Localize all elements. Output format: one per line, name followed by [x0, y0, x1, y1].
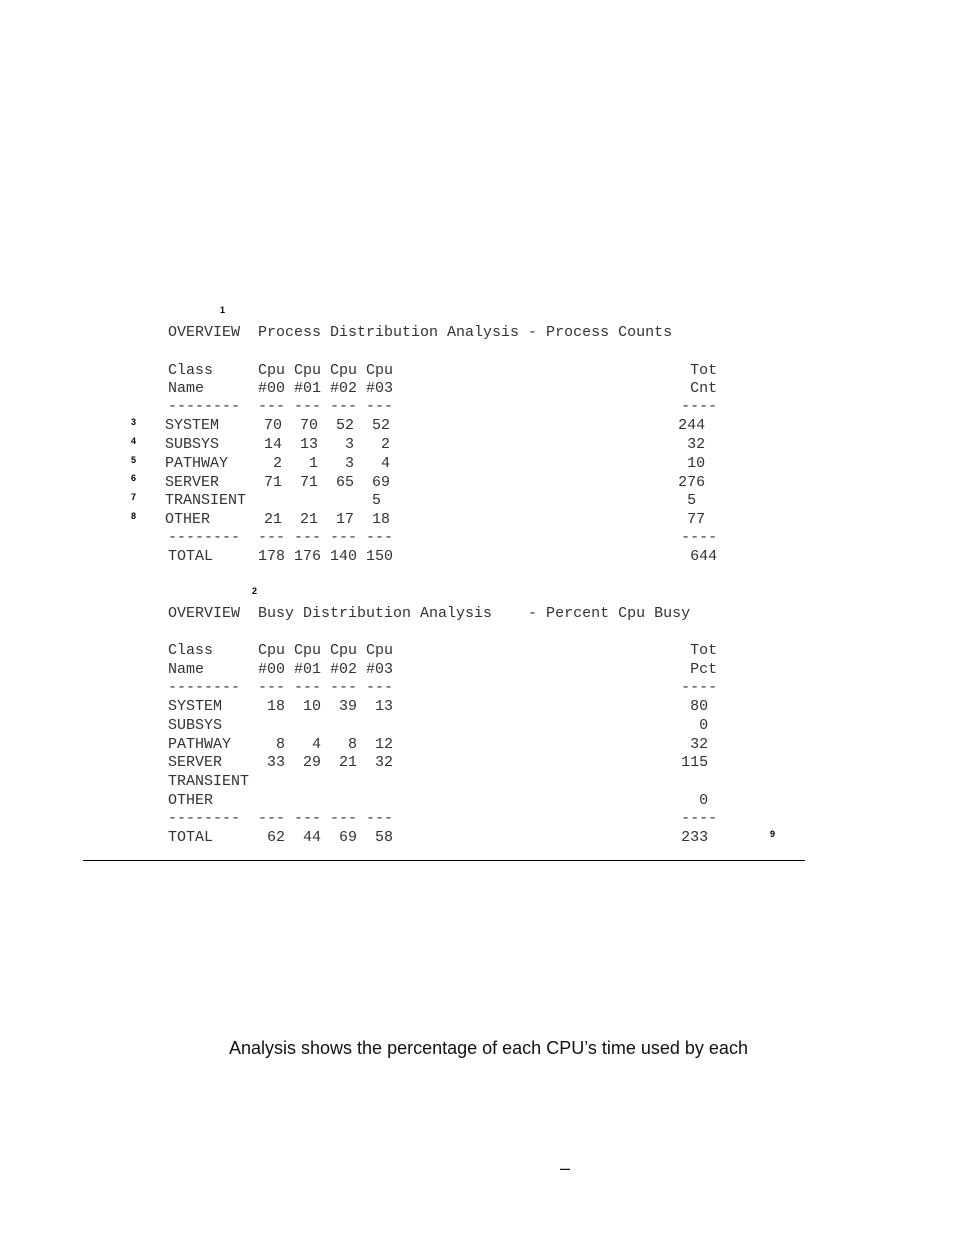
horizontal-rule [83, 860, 805, 861]
table2-row-subsys: SUBSYS 0 [168, 717, 709, 734]
table2-row-pathway: PATHWAY 8 4 8 12 32 [168, 736, 709, 753]
table2-header-row2: Name #00 #01 #02 #03 Pct [168, 661, 718, 678]
table1-header-row2: Name #00 #01 #02 #03 Cnt [168, 380, 718, 397]
row-marker-4: 4 [131, 436, 137, 446]
table2-row-other: OTHER 0 [168, 792, 709, 809]
table1-header-row1: Class Cpu Cpu Cpu Cpu Tot [168, 362, 718, 379]
body-paragraph: Analysis shows the percentage of each CPU’s time used by each [229, 1038, 748, 1058]
table2-row-server: SERVER 33 29 21 32 115 [168, 754, 709, 771]
table2-row-transient: TRANSIENT [168, 773, 250, 790]
table1-separator-bottom: -------- --- --- --- --- ---- [168, 529, 718, 546]
table1-separator-top: -------- --- --- --- --- ---- [168, 398, 718, 415]
table1-row-other: OTHER 21 21 17 18 77 [165, 511, 706, 528]
table1-total-row: TOTAL 178 176 140 150 644 [168, 548, 718, 565]
table2-row-system: SYSTEM 18 10 39 13 80 [168, 698, 709, 715]
table1-row-subsys: SUBSYS 14 13 3 2 32 [165, 436, 706, 453]
row-marker-7: 7 [131, 492, 137, 502]
row-marker-6: 6 [131, 473, 137, 483]
table2-title: OVERVIEW Busy Distribution Analysis - Percent Cpu Busy [168, 605, 691, 622]
row-marker-5: 5 [131, 455, 137, 465]
table1-row-system: SYSTEM 70 70 52 52 244 [165, 417, 706, 434]
table2-separator-top: -------- --- --- --- --- ---- [168, 679, 718, 696]
page-mark: – [560, 1158, 571, 1178]
table1-row-server: SERVER 71 71 65 69 276 [165, 474, 706, 491]
table1-row-transient: TRANSIENT 5 5 [165, 492, 697, 509]
footnote-marker-1: 1 [220, 305, 226, 315]
table2-separator-bottom: -------- --- --- --- --- ---- [168, 810, 718, 827]
row-marker-3: 3 [131, 417, 137, 427]
row-marker-8: 8 [131, 511, 137, 521]
table1-title: OVERVIEW Process Distribution Analysis - Process Counts [168, 324, 673, 341]
footnote-marker-9: 9 [770, 829, 776, 839]
table2-header-row1: Class Cpu Cpu Cpu Cpu Tot [168, 642, 718, 659]
table2-total-row: TOTAL 62 44 69 58 233 [168, 829, 709, 846]
table1-row-pathway: PATHWAY 2 1 3 4 10 [165, 455, 706, 472]
footnote-marker-2: 2 [252, 586, 258, 596]
